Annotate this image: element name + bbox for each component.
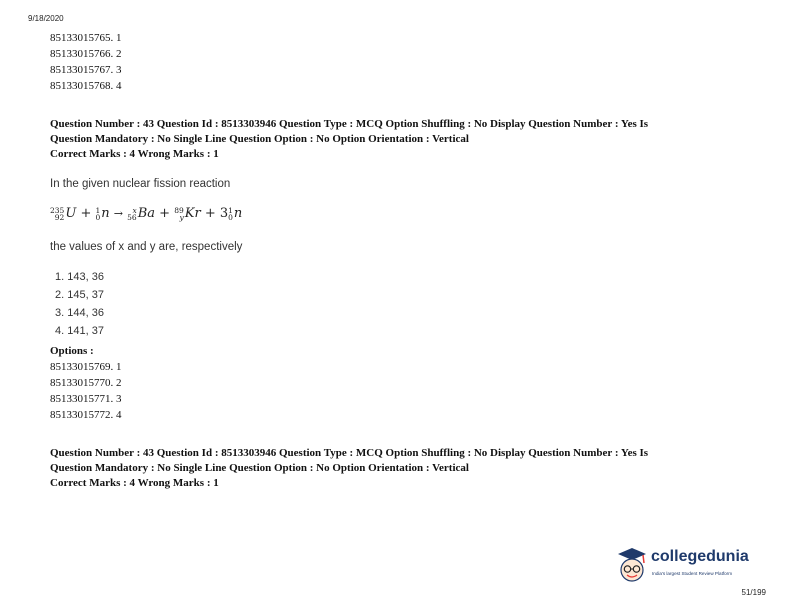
option-id-2: 85133015770. 2	[50, 377, 122, 389]
option-id-1: 85133015769. 1	[50, 361, 122, 373]
reaction-arrow: →	[113, 207, 123, 220]
print-date: 9/18/2020	[28, 14, 64, 23]
question-header-line2: Question Mandatory : No Single Line Question Option : No Option Orientation : Vertical	[50, 133, 469, 145]
fission-equation: 235 92 U + 1 0 n → x 56 Ba + 89 y Kr + 3 1 0 n	[50, 205, 243, 222]
question-marks: Correct Marks : 4 Wrong Marks : 1	[50, 148, 219, 160]
choice-4: 4. 141, 37	[55, 325, 104, 337]
mascot-icon	[614, 545, 650, 585]
choice-3: 3. 144, 36	[55, 307, 104, 319]
neutron-nuclide-2: 1 0 n	[228, 205, 243, 222]
choice-1: 1. 143, 36	[55, 271, 104, 283]
collegedunia-logo	[614, 545, 764, 585]
next-question-header-line1: Question Number : 43 Question Id : 8513303946 Question Type : MCQ Option Shuffling : No Display Question Number : Yes Is	[50, 447, 649, 459]
choice-2: 2. 145, 37	[55, 289, 104, 301]
prev-option-id-1: 85133015765. 1	[50, 32, 122, 44]
prev-option-id-2: 85133015766. 2	[50, 48, 122, 60]
krypton-nuclide: 89 y Kr	[174, 205, 201, 222]
prev-option-id-3: 85133015767. 3	[50, 64, 122, 76]
logo-tagline: India's largest Student Review Platform	[652, 571, 733, 576]
option-id-3: 85133015771. 3	[50, 393, 122, 405]
prev-option-id-4: 85133015768. 4	[50, 80, 122, 92]
next-question-header-line2: Question Mandatory : No Single Line Question Option : No Option Orientation : Vertical	[50, 462, 469, 474]
question-header-line1: Question Number : 43 Question Id : 8513303946 Question Type : MCQ Option Shuffling : No Display Question Number : Yes Is	[50, 118, 649, 130]
question-prompt: the values of x and y are, respectively	[50, 241, 243, 253]
next-question-header	[50, 446, 730, 491]
uranium-nuclide: 235 92 U	[50, 205, 77, 222]
options-label: Options :	[50, 345, 94, 357]
next-question-marks: Correct Marks : 4 Wrong Marks : 1	[50, 477, 219, 489]
neutron-nuclide: 1 0 n	[95, 205, 110, 222]
barium-nuclide: x 56 Ba	[127, 205, 155, 222]
page-number: 51/199	[741, 588, 766, 597]
option-id-4: 85133015772. 4	[50, 409, 122, 421]
question-header	[50, 117, 730, 162]
logo-wordmark: collegedunia	[651, 548, 749, 565]
question-intro: In the given nuclear fission reaction	[50, 178, 231, 190]
